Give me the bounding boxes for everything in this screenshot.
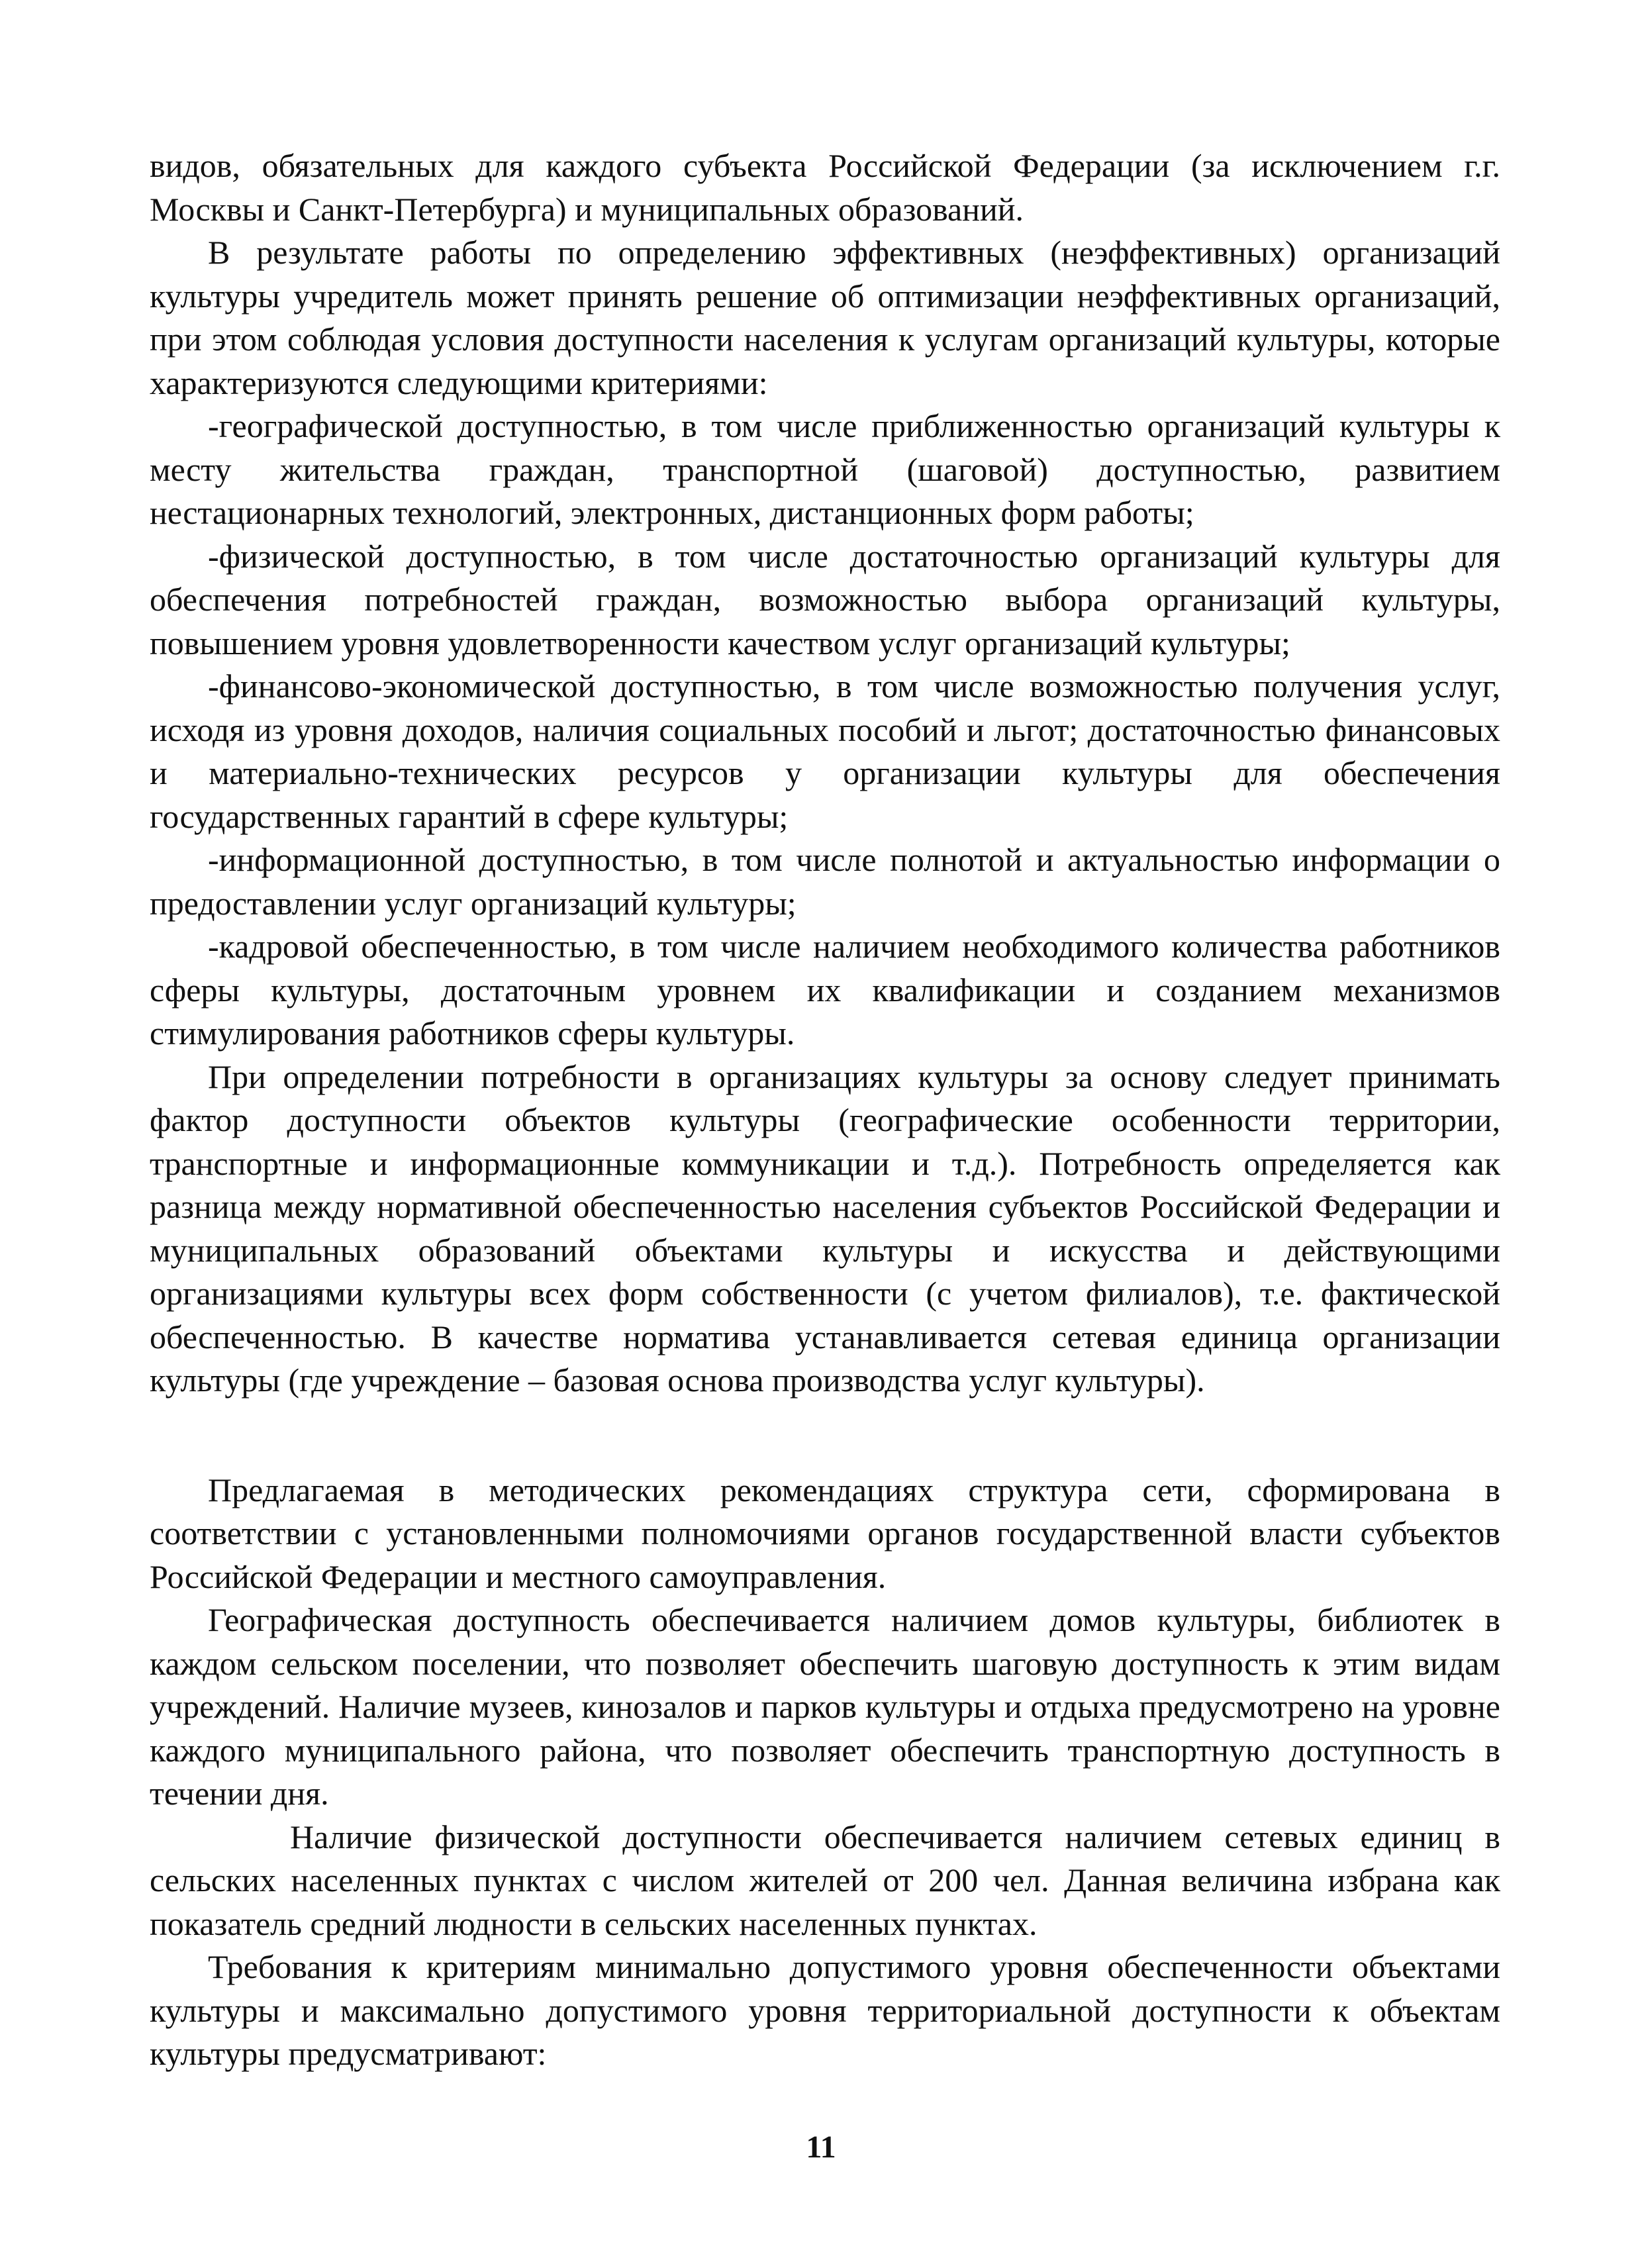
paragraph-network-structure: Предлагаемая в методических рекомендациях структура сети, сформирована в соответствии с установленными полномочиями органов государственной власти субъектов Российской Федерации и местного самоуправления. <box>150 1471 1500 1595</box>
paragraph-information-accessibility: -информационной доступностью, в том числе полнотой и актуальностью информации о предоставлении услуг организаций культуры; <box>150 841 1500 922</box>
paragraph-staffing: -кадровой обеспеченностью, в том числе наличием необходимого количества работников сферы культуры, достаточным уровнем их квалификации и созданием механизмов стимулирования работников сферы культуры. <box>150 928 1500 1052</box>
paragraph-continuation: видов, обязательных для каждого субъекта Российской Федерации (за исключением г.г. Москвы и Санкт-Петербурга) и муниципальных образований. <box>150 147 1500 228</box>
paragraph-geographic-provision: Географическая доступность обеспечивается наличием домов культуры, библиотек в каждом сельском поселении, что позволяет обеспечить шаговую доступность к этим видам учреждений. Наличие музеев, кинозалов и парков культуры и отдыха предусмотрено на уровне каждого муниципального района, что позволяет обеспечить транспортную доступность в течении дня. <box>150 1601 1500 1812</box>
paragraph-demand-definition: При определении потребности в организациях культуры за основу следует принимать фактор доступности объектов культуры (географические особенности территории, транспортные и информационные коммуникации и т.д.). Потребность определяется как разница между нормативной обеспеченностью населения субъектов Российской Федерации и муниципальных образований объектами культуры и искусства и действующими организациями культуры всех форм собственности (с учетом филиалов), т.е. фактической обеспеченностью. В качестве норматива устанавливается сетевая единица организации культуры (где учреждение – базовая основа производства услуг культуры). <box>150 1058 1500 1399</box>
paragraph-physical-provision: Наличие физической доступности обеспечивается наличием сетевых единиц в сельских населенных пунктах с числом жителей от 200 чел. Данная величина избрана как показатель средний людности в сельских населенных пунктах. <box>150 1818 1500 1942</box>
page-number: 11 <box>806 2130 836 2165</box>
paragraph-geographic-accessibility: -географической доступностью, в том числе приближенностью организаций культуры к месту жительства граждан, транспортной (шаговой) доступностью, развитием нестационарных технологий, электронных, дистанционных форм работы; <box>150 407 1500 531</box>
paragraph-physical-accessibility: -физической доступностью, в том числе достаточностью организаций культуры для обеспечения потребностей граждан, возможностью выбора организаций культуры, повышением уровня удовлетворенности качеством услуг организаций культуры; <box>150 537 1500 662</box>
paragraph-requirements: Требования к критериям минимально допустимого уровня обеспеченности объектами культуры и максимально допустимого уровня территориальной доступности к объектам культуры предусматривают: <box>150 1948 1500 2072</box>
paragraph-optimization-decision: В результате работы по определению эффективных (неэффективных) организаций культуры учредитель может принять решение об оптимизации неэффективных организаций, при этом соблюдая условия доступности населения к услугам организаций культуры, которые характеризуются следующими критериями: <box>150 234 1500 401</box>
page-body <box>150 144 1500 2076</box>
paragraph-financial-accessibility: -финансово-экономической доступностью, в том числе возможностью получения услуг, исходя из уровня доходов, наличия социальных пособий и льгот; достаточностью финансовых и материально-технических ресурсов у организации культуры для обеспечения государственных гарантий в сфере культуры; <box>150 667 1500 835</box>
